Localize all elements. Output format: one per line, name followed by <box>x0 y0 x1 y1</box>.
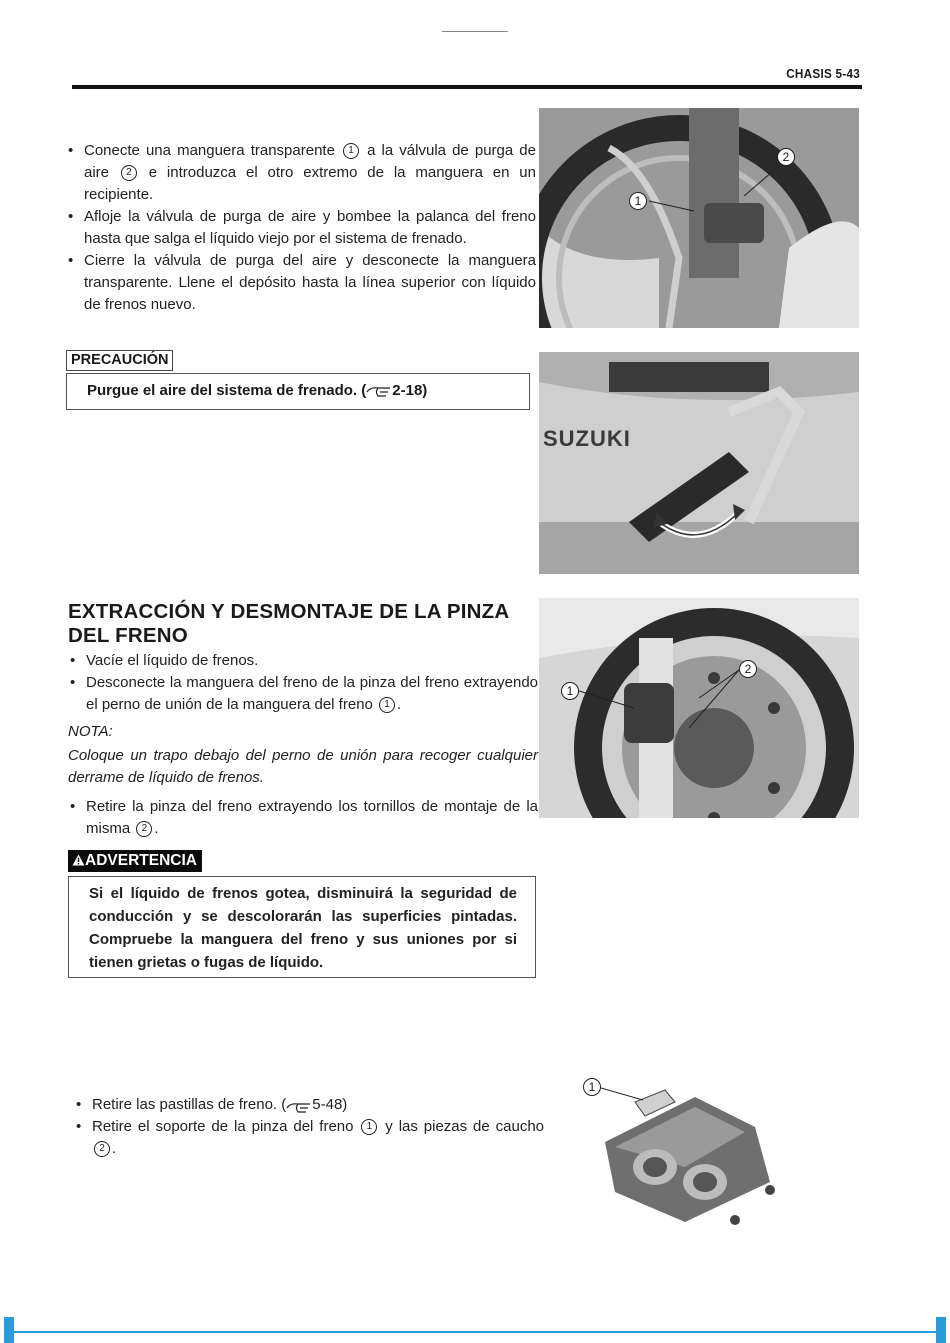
bullet-disconnect-hose: • Desconecte la manguera del freno de la pinza del freno extrayendo el perno de unión de la manguera del freno 1 . <box>68 672 538 716</box>
caution-label: PRECAUCIÓN <box>66 350 173 371</box>
photo2-brand: SUZUKI <box>543 426 631 451</box>
section2-heading-line2: DEL FRENO <box>68 624 188 647</box>
footer-bar-left <box>4 1317 14 1343</box>
warning-triangle-icon <box>72 852 85 872</box>
photo3-callout-1: 1 <box>561 682 579 700</box>
page-header-title: CHASIS 5-43 <box>786 66 860 81</box>
photo1-callout-1: 1 <box>629 192 647 210</box>
bullet-remove-pads: • Retire las pastillas de freno. ( 5-48) <box>74 1094 544 1116</box>
warning-label: ADVERTENCIA <box>68 850 202 872</box>
caution-text: Purgue el aire del sistema de frenado. ( <box>87 382 367 399</box>
photo-caliper-detached <box>575 1072 785 1232</box>
photo4-callout-1: 1 <box>583 1078 601 1096</box>
section2-instructions-2 <box>68 796 538 840</box>
bullet-remove-caliper: • Retire la pinza del freno extrayendo los tornillos de montaje de la misma 2 . <box>68 796 538 840</box>
section1-instructions <box>66 140 536 316</box>
warning-text: Si el líquido de frenos gotea, disminuirá la seguridad de conducción y se descolorarán las superficies pintadas. Compruebe la manguera del freno y sus uniones por si tienen grietas o fugas de líquido. <box>89 885 517 971</box>
callout-ref-2: 2 <box>94 1141 110 1157</box>
caution-ref: 2-18) <box>392 382 428 399</box>
callout-ref-1: 1 <box>343 143 359 159</box>
section2-heading <box>68 600 538 648</box>
nota-label: NOTA: <box>68 723 113 740</box>
top-crop-mark <box>442 31 508 32</box>
photo-bleed-valve <box>539 108 859 328</box>
callout-ref-2: 2 <box>121 165 137 181</box>
bullet-remove-bracket: • Retire el soporte de la pinza del freno 1 y las piezas de caucho 2 . <box>74 1116 544 1160</box>
section2-instructions <box>68 650 538 716</box>
photo3-callout-2: 2 <box>739 660 757 678</box>
callout-ref-1: 1 <box>379 697 395 713</box>
warning-box <box>68 876 536 978</box>
nota-text: Coloque un trapo debajo del perno de unión para recoger cualquier derrame de líquido de frenos. <box>68 747 538 786</box>
photo-brake-lever <box>539 352 859 574</box>
section3-instructions <box>74 1094 544 1160</box>
footer-bar-right <box>936 1317 946 1343</box>
bullet-loosen-valve: • Afloje la válvula de purga de aire y bombee la palanca del freno hasta que salga el líquido viejo por el sistema de frenado. <box>66 206 536 250</box>
photo1-callout-2: 2 <box>777 148 795 166</box>
bullet-connect-hose: • Conecte una manguera transparente 1 a la válvula de purga de aire 2 e introduzca el otro extremo de la manguera en un recipiente. <box>66 140 536 206</box>
reference-hand-icon <box>286 1099 312 1111</box>
footer-rule <box>12 1331 938 1333</box>
reference-hand-icon <box>366 385 392 397</box>
header-rule <box>72 85 862 89</box>
callout-ref-2: 2 <box>136 821 152 837</box>
bullet-close-valve: • Cierre la válvula de purga del aire y desconecte la manguera transparente. Llene el depósito hasta la línea superior con líquido de frenos nuevo. <box>66 250 536 316</box>
bullet-drain-fluid: • Vacíe el líquido de frenos. <box>68 650 538 672</box>
photo-caliper-mounted <box>539 598 859 818</box>
callout-ref-1: 1 <box>361 1119 377 1135</box>
section2-heading-line1: EXTRACCIÓN Y DESMONTAJE DE LA PINZA <box>68 600 510 623</box>
caution-box <box>66 373 530 410</box>
